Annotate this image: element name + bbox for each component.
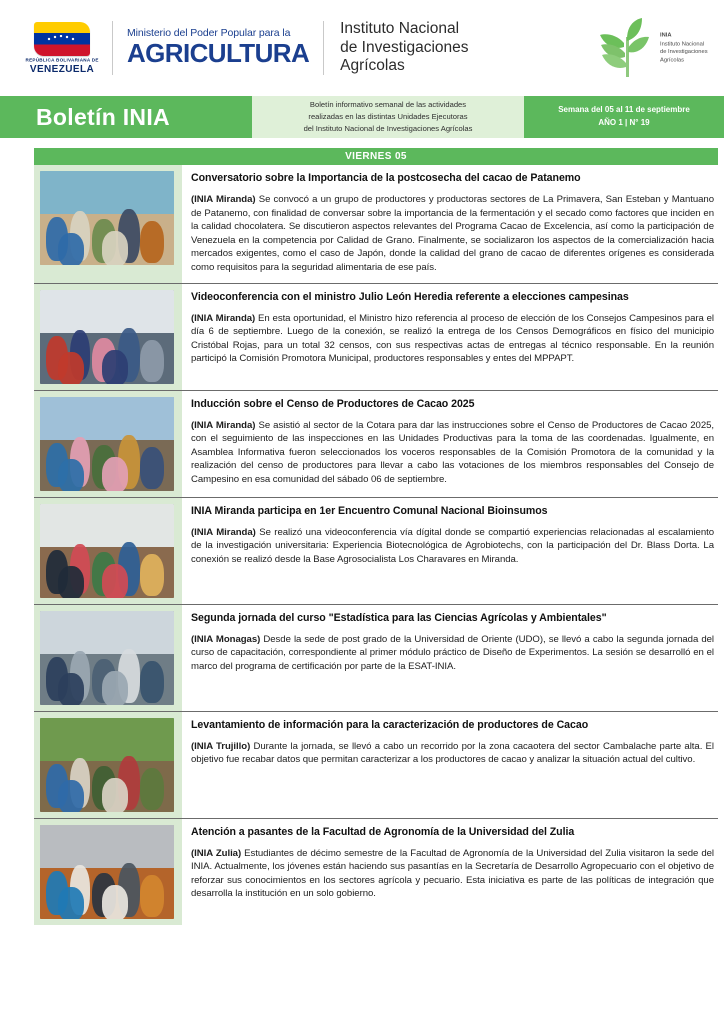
- inia-logo-text: [660, 31, 708, 64]
- venezuela-flag-icon: [34, 22, 90, 56]
- article-text-cell: [182, 605, 718, 711]
- photo-background-upper: [40, 504, 174, 547]
- photo-subject-shape: [58, 233, 84, 265]
- bulletin-description-line-1: Boletín informativo semanal de las actividades: [309, 100, 467, 110]
- photo-subject-shape: [140, 340, 164, 382]
- article-title: Conversatorio sobre la Importancia de la postcosecha del cacao de Patanemo: [191, 172, 581, 184]
- article-text-cell: [182, 165, 718, 283]
- article-row: [34, 391, 718, 498]
- photo-pasantes-zulia: [40, 825, 174, 919]
- day-section-header: VIERNES 05: [34, 148, 718, 165]
- article-title: Segunda jornada del curso "Estadística para las Ciencias Agrícolas y Ambientales": [191, 611, 607, 624]
- photo-background-upper: [40, 397, 174, 440]
- issue-year-number: AÑO 1 | N° 19: [598, 118, 650, 127]
- article-row: [34, 498, 718, 605]
- photo-subject-shape: [140, 661, 164, 703]
- article-text-cell: [182, 498, 718, 604]
- ministry-block: [127, 28, 309, 67]
- article-body: [191, 312, 714, 366]
- photo-subject-shape: [102, 885, 128, 919]
- article-title: Atención a pasantes de la Facultad de Agronomía de la Universidad del Zulia: [191, 825, 575, 838]
- photo-subject-shape: [58, 459, 84, 491]
- photo-subject-shape: [140, 221, 164, 263]
- photo-videoconferencia-ministro: [40, 290, 174, 384]
- article-text-cell: [182, 391, 718, 497]
- article-row: [34, 284, 718, 391]
- article-source-label: (INIA Miranda): [191, 193, 256, 205]
- article-text-cell: [182, 284, 718, 390]
- logo-acronym: INIA: [659, 31, 672, 38]
- photo-curso-estadistica: [40, 611, 174, 705]
- photo-subject-shape: [140, 554, 164, 596]
- article-source-label: (INIA Miranda): [191, 526, 256, 538]
- photo-subject-shape: [58, 780, 84, 812]
- article-body: [191, 740, 714, 767]
- article-body-text: Se asistió al sector de la Cotara para dar las instrucciones sobre el Censo de Productores de Cacao 2025, con el seguimiento de las inspecciones en las Unidades Productivas para la toma de las coordenadas. Igualmente, en Asamblea Informativa fueron seleccionados los voceros responsables de la Comisión Promotora de la comunidad y la realización del censo de productores para llevar a cabo las votaciones de los miembros responsables del Consejo de Campesino en esa comunidad del sábado 06 de septiembre.: [191, 419, 715, 486]
- article-title: Levantamiento de información para la caracterización de productores de Cacao: [191, 718, 589, 731]
- masthead: [0, 0, 724, 96]
- photo-subject-shape: [58, 566, 84, 598]
- photo-subject-shape: [102, 457, 128, 491]
- photo-conversatorio-cacao-patanemo: [40, 171, 174, 265]
- institute-name-block: [338, 20, 597, 77]
- article-body: [191, 633, 714, 674]
- article-row: [34, 605, 718, 712]
- flag-caption-small: REPÚBLICA BOLIVARIANA DE: [25, 56, 99, 63]
- bulletin-issue-info: [524, 96, 724, 138]
- photo-subject-shape: [140, 768, 164, 810]
- photo-subject-shape: [102, 350, 128, 384]
- article-row: [34, 165, 718, 284]
- bulletin-description-line-2: realizadas en las distintas Unidades Ejecutoras: [308, 112, 468, 122]
- article-photo-cell: [34, 165, 182, 283]
- photo-subject-shape: [58, 352, 84, 384]
- article-list: [34, 165, 718, 925]
- leaf-plant-icon: [597, 17, 655, 79]
- article-source-label: (INIA Trujillo): [191, 740, 251, 752]
- article-photo-cell: [34, 819, 182, 925]
- article-body-text: Desde la sede de post grado de la Universidad de Oriente (UDO), se llevó a cabo la segunda jornada del curso de capacitación, correspondiente al primer módulo práctico de Diseño de Experimentos. La sesión se desarrolló en el marco del programa de certificación por parte de la ESAT-INIA.: [191, 633, 714, 672]
- article-photo-cell: [34, 712, 182, 818]
- photo-subject-shape: [140, 875, 164, 917]
- article-source-label: (INIA Monagas): [191, 633, 261, 645]
- photo-levantamiento-cacao-trujillo: [40, 718, 174, 812]
- article-body: [191, 847, 714, 901]
- article-body-text: Se realizó una videoconferencia vía dígital donde se compartió experiencias relacionadas al escalamiento de la investigación universitaria: Experiencia Biotecnológica de Agrobiotechs, con la participación del Dr. Blass Dorta. La conexión se realizó desde la Base Agrosocialista Los Charavares en Miranda.: [191, 526, 715, 565]
- article-body-text: En esta oportunidad, el Ministro hizo referencia al proceso de elección de los Consejos Campesinos para el día 6 de septiembre. Luego de la conexión, se realizó la entrega de los Censos Demográficos en físico del municipio Cristóbal Rojas, para un total 32 censos, con sus respectivas actas de entregas al técnico responsable. En la reunión participó la Comisión Promotora Municipal, productores responsables y entes del MPPAPT.: [191, 312, 715, 365]
- institute-line-2: de Investigaciones: [340, 38, 469, 56]
- institute-line-1: Instituto Nacional: [340, 19, 460, 37]
- article-text-cell: [182, 712, 718, 818]
- article-body-text: Estudiantes de décimo semestre de la Facultad de Agronomía de la Universidad del Zulia visitaron la sede del INIA. Actualmente, los jóvenes están haciendo sus pasantías en la Secretaría de Desarrollo Agropecuario con el objetivo de reforzar sus conocimientos en los sectores agrícola y pecuario. Esta iniciativa es parte de las políticas de integración que desarrolla la institución en un solo gobierno.: [191, 847, 714, 900]
- photo-background-upper: [40, 171, 174, 214]
- bulletin-content: [0, 138, 724, 925]
- article-body-text: Durante la jornada, se llevó a cabo un recorrido por la zona cacaotera del sector Cambalache parte alta. El objetivo fue recabar datos que permitan caracterizar a los productores de cacao y analizar la situación actual del cultivo.: [191, 740, 714, 766]
- bulletin-description: [252, 96, 524, 138]
- bulletin-banner: [0, 96, 724, 138]
- article-photo-cell: [34, 284, 182, 390]
- flag-country-label: VENEZUELA: [29, 63, 95, 75]
- logo-line-1: Instituto Nacional: [659, 39, 704, 46]
- article-title: INIA Miranda participa en 1er Encuentro Comunal Nacional Bioinsumos: [191, 504, 548, 517]
- photo-subject-shape: [140, 447, 164, 489]
- divider-ministry-institute: [323, 21, 324, 75]
- article-photo-cell: [34, 498, 182, 604]
- divider-flag-ministry: [112, 21, 113, 75]
- article-body: [191, 419, 714, 487]
- photo-subject-shape: [58, 673, 84, 705]
- institute-line-3: Agrícolas: [340, 57, 405, 75]
- article-source-label: (INIA Miranda): [191, 419, 256, 431]
- bulletin-title: Boletín INIA: [0, 96, 252, 138]
- article-photo-cell: [34, 605, 182, 711]
- logo-line-3: Agrícolas: [659, 56, 684, 63]
- article-source-label: (INIA Miranda): [191, 312, 256, 324]
- inia-logo: [597, 17, 708, 79]
- photo-background-upper: [40, 611, 174, 654]
- photo-subject-shape: [102, 564, 128, 598]
- photo-background-upper: [40, 718, 174, 761]
- article-source-label: (INIA Zulia): [191, 847, 242, 859]
- photo-subject-shape: [102, 231, 128, 265]
- bulletin-description-line-3: del Instituto Nacional de Investigaciones Agrícolas: [303, 123, 473, 133]
- article-title: Inducción sobre el Censo de Productores de Cacao 2025: [191, 397, 475, 410]
- photo-encuentro-bioinsumos: [40, 504, 174, 598]
- article-title: Videoconferencia con el ministro Julio León Heredia referente a elecciones campesinas: [191, 290, 629, 303]
- article-body-text: Se convocó a un grupo de productores y productoras sectores de La Primavera, San Esteban y Mantuano de Patanemo, con finalidad de conversar sobre la importancia de la fermentación y el secado como factores que inciden en la calidad chocolatera. Se discutieron aspectos relevantes del Programa Cacao de Excelencia, así como la participación de Venezuela en la competencia por Calidad de Grano. Finalmente, se socializaron los aspectos de la comercialización hacia mercados exigentes, como el caso de Japón, donde la calidad del grano de cacao de diferentes orígenes es considerada como requisitos para la seguridad alimentaria de ese país.: [191, 193, 715, 274]
- article-photo-cell: [34, 391, 182, 497]
- photo-background-upper: [40, 825, 174, 868]
- venezuela-flag-block: [26, 22, 98, 75]
- article-body: [191, 526, 714, 567]
- article-row: [34, 819, 718, 925]
- ministry-name-label: AGRICULTURA: [127, 38, 310, 69]
- photo-induccion-censo-cacao: [40, 397, 174, 491]
- article-text-cell: [182, 819, 718, 925]
- issue-week-range: Semana del 05 al 11 de septiembre: [558, 105, 690, 115]
- photo-subject-shape: [58, 887, 84, 919]
- ministry-top-label: Ministerio del Poder Popular para la: [127, 27, 291, 40]
- logo-line-2: de Investigaciones: [659, 48, 708, 55]
- photo-subject-shape: [102, 778, 128, 812]
- article-row: [34, 712, 718, 819]
- photo-subject-shape: [102, 671, 128, 705]
- photo-background-upper: [40, 290, 174, 333]
- article-body: [191, 193, 714, 275]
